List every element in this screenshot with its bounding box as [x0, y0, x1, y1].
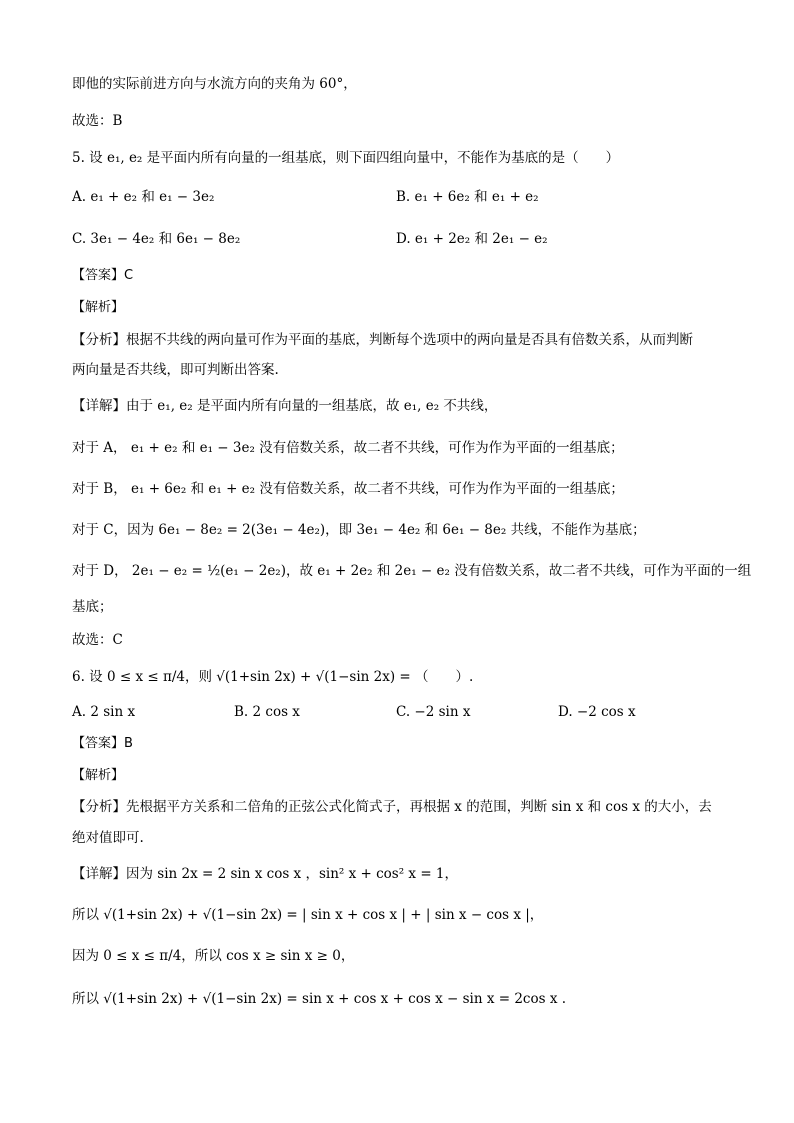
- analysis-label: 【解析】: [72, 300, 125, 315]
- detail-text: 对于 B， e₁ + 6e₂ 和 e₁ + e₂ 没有倍数关系，故二者不共线，可作为作为平面的一组基底；: [72, 481, 624, 497]
- question-5: 5. 设 e₁, e₂ 是平面内所有向量的一组基底，则下面四组向量中，不能作为基底的是（ ）: [72, 150, 620, 166]
- analysis-label: 【解析】: [72, 768, 125, 783]
- detail-text: 对于 C，因为 6e₁ − 8e₂ = 2(3e₁ − 4e₂)，即 3e₁ − 4e₂ 和 6e₁ − 8e₂ 共线，不能作为基底；: [72, 522, 646, 538]
- answer-label: 【答案】B: [72, 736, 133, 751]
- q6-option-b: B. 2 cos x: [234, 704, 300, 720]
- detail-text: 【详解】因为 sin 2x = 2 sin x cos x ，sin² x + cos² x = 1，: [72, 866, 459, 882]
- question-6: 6. 设 0 ≤ x ≤ π/4，则 √(1+sin 2x) + √(1−sin 2x) = （ ）.: [72, 669, 474, 685]
- detail-text: 因为 0 ≤ x ≤ π/4，所以 cos x ≥ sin x ≥ 0，: [72, 948, 355, 964]
- detail-text: 所以 √(1+sin 2x) + √(1−sin 2x) = sin x + cos x + cos x − sin x = 2cos x .: [72, 991, 567, 1007]
- q6-option-d: D. −2 cos x: [558, 704, 636, 720]
- text-line: 故选：C: [72, 632, 123, 648]
- detail-text: 对于 A， e₁ + e₂ 和 e₁ − 3e₂ 没有倍数关系，故二者不共线，可作为作为平面的一组基底；: [72, 440, 624, 456]
- q6-option-c: C. −2 sin x: [396, 704, 471, 720]
- analysis-text: 【分析】根据不共线的两向量可作为平面的基底，判断每个选项中的两向量是否具有倍数关系，从而判断: [72, 332, 693, 348]
- answer-label: 【答案】C: [72, 268, 134, 283]
- analysis-text: 绝对值即可.: [72, 830, 144, 846]
- analysis-text: 【分析】先根据平方关系和二倍角的正弦公式化简式子，再根据 x 的范围，判断 sin x 和 cos x 的大小，去: [72, 799, 712, 815]
- q6-option-a: A. 2 sin x: [72, 704, 136, 720]
- analysis-text: 两向量是否共线，即可判断出答案.: [72, 362, 279, 378]
- q5-option-d: D. e₁ + 2e₂ 和 2e₁ − e₂: [396, 231, 548, 247]
- detail-text: 基底；: [72, 599, 113, 615]
- q5-option-a: A. e₁ + e₂ 和 e₁ − 3e₂: [72, 189, 215, 205]
- q5-option-b: B. e₁ + 6e₂ 和 e₁ + e₂: [396, 189, 539, 205]
- q5-option-c: C. 3e₁ − 4e₂ 和 6e₁ − 8e₂: [72, 231, 241, 247]
- text-line: 故选：B: [72, 113, 123, 129]
- detail-text: 【详解】由于 e₁, e₂ 是平面内所有向量的一组基底，故 e₁, e₂ 不共线，: [72, 398, 498, 414]
- text-line: 即他的实际前进方向与水流方向的夹角为 60°，: [72, 76, 357, 92]
- detail-text: 所以 √(1+sin 2x) + √(1−sin 2x) = | sin x + cos x | + | sin x − cos x |，: [72, 907, 544, 923]
- detail-text: 对于 D， 2e₁ − e₂ = ½(e₁ − 2e₂)，故 e₁ + 2e₂ 和 2e₁ − e₂ 没有倍数关系，故二者不共线，可作为平面的一组: [72, 563, 752, 579]
